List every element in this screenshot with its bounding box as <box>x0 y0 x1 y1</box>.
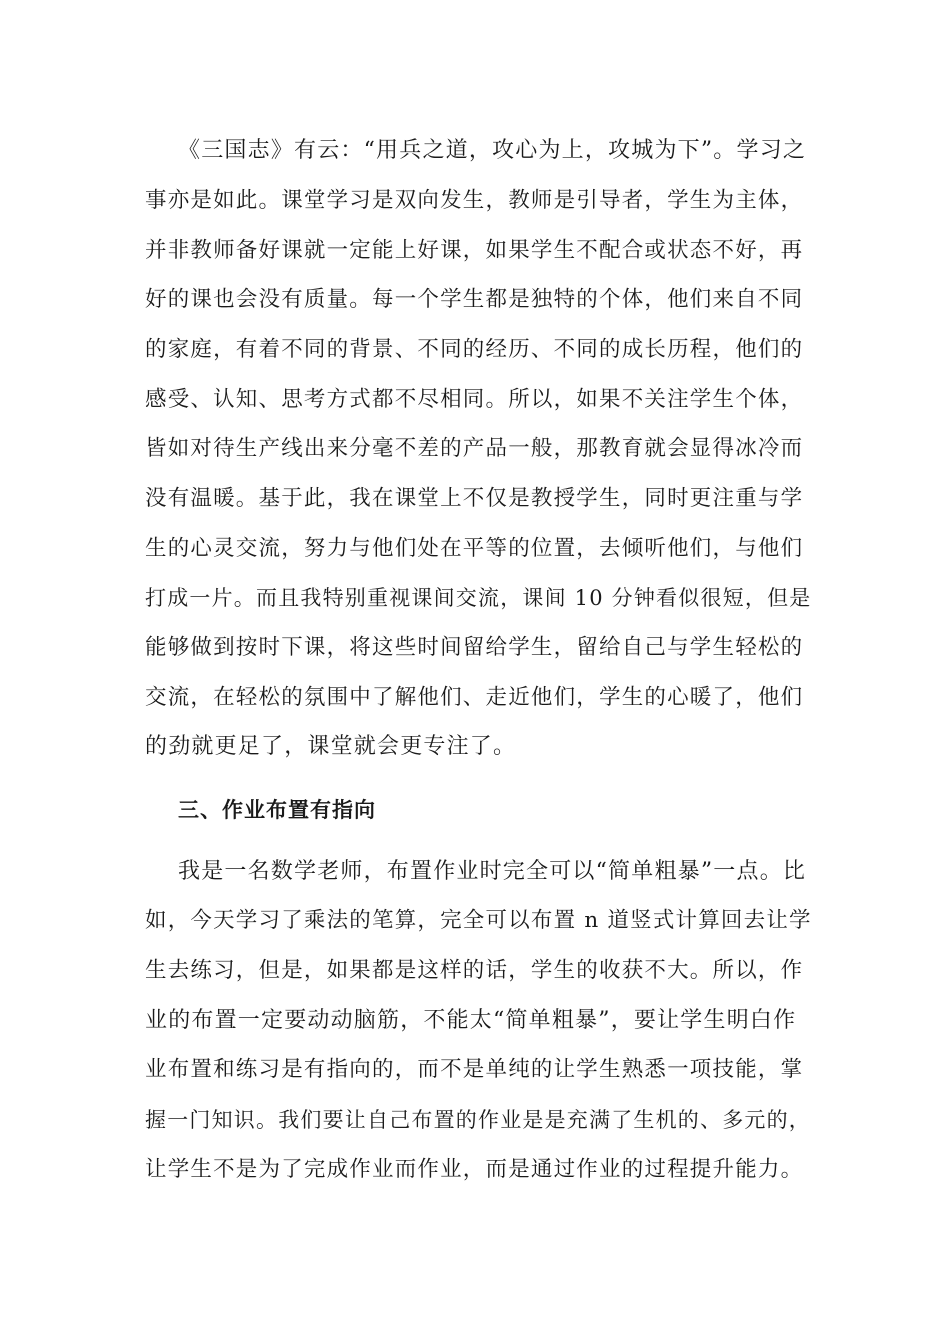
paragraph-1-line: 能够做到按时下课，将这些时间留给学生，留给自己与学生轻松的 <box>145 635 804 660</box>
paragraph-1-line: 《三国志》有云：“用兵之道，攻心为上，攻城为下”。学习之 <box>178 138 807 163</box>
paragraph-1-line: 打成一片。而且我特别重视课间交流，课间 10 分钟看似很短，但是 <box>145 586 812 610</box>
paragraph-1-line: 皆如对待生产线出来分毫不差的产品一般，那教育就会显得冰冷而 <box>145 436 804 461</box>
paragraph-1-line: 没有温暖。基于此，我在课堂上不仅是教授学生，同时更注重与学 <box>145 486 804 511</box>
paragraph-1-line: 事亦是如此。课堂学习是双向发生，教师是引导者，学生为主体， <box>145 188 804 213</box>
paragraph-1-line: 的家庭，有着不同的背景、不同的经历、不同的成长历程，他们的 <box>145 337 804 362</box>
paragraph-1-line: 交流，在轻松的氛围中了解他们、走近他们，学生的心暖了，他们 <box>145 685 804 710</box>
paragraph-2-line: 业布置和练习是有指向的，而不是单纯的让学生熟悉一项技能，掌 <box>145 1057 804 1082</box>
paragraph-1-line: 的劲就更足了，课堂就会更专注了。 <box>145 734 517 759</box>
paragraph-2-line: 生去练习，但是，如果都是这样的话，学生的收获不大。所以，作 <box>145 958 804 983</box>
paragraph-2-line: 我是一名数学老师，布置作业时完全可以“简单粗暴”一点。比 <box>178 859 807 884</box>
paragraph-2-line: 业的布置一定要动动脑筋，不能太“简单粗暴”，要让学生明白作 <box>145 1008 797 1033</box>
paragraph-2-line: 如，今天学习了乘法的笔算，完全可以布置 n 道竖式计算回去让学 <box>145 908 812 933</box>
paragraph-2-line: 让学生不是为了完成作业而作业，而是通过作业的过程提升能力。 <box>145 1157 804 1182</box>
paragraph-2-line: 握一门知识。我们要让自己布置的作业是是充满了生机的、多元的， <box>145 1108 811 1132</box>
paragraph-1-line: 好的课也会没有质量。每一个学生都是独特的个体，他们来自不同 <box>145 287 804 312</box>
section-heading: 三、作业布置有指向 <box>178 798 376 822</box>
paragraph-1-line: 感受、认知、思考方式都不尽相同。所以，如果不关注学生个体， <box>145 387 804 412</box>
paragraph-1-line: 生的心灵交流，努力与他们处在平等的位置，去倾听他们，与他们 <box>145 536 804 561</box>
paragraph-1-line: 并非教师备好课就一定能上好课，如果学生不配合或状态不好，再 <box>145 238 804 263</box>
